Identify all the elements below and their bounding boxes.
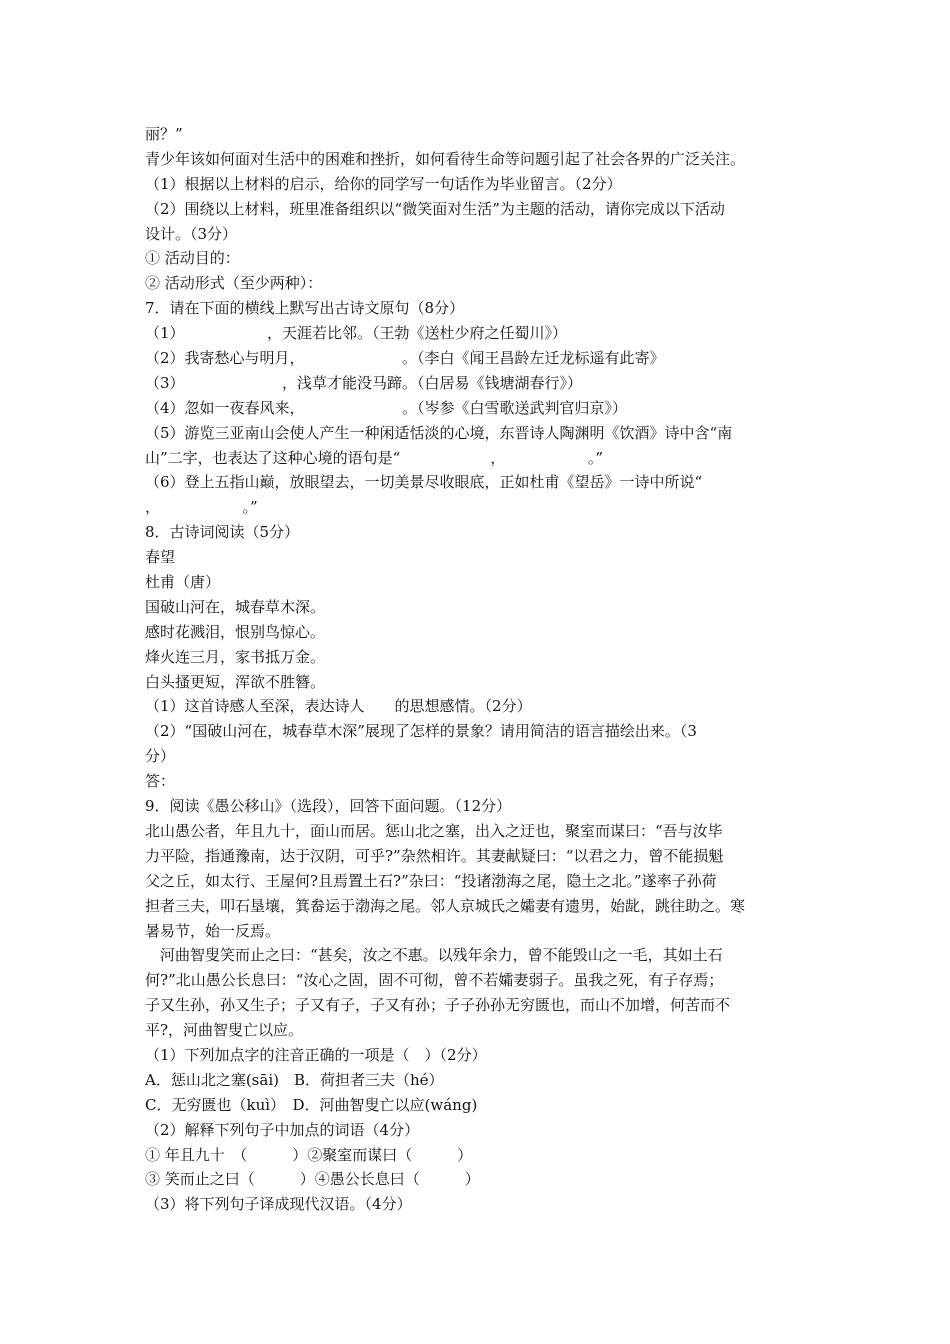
- text-line: （4）忽如一夜春风来， 。（岑参《白雪歌送武判官归京》）: [145, 398, 628, 417]
- text-line: （2）“国破山河在，城春草木深”展现了怎样的景象？请用简洁的语言描绘出来。（3: [145, 722, 697, 741]
- text-line: （1）根据以上材料的启示，给你的同学写一句话作为毕业留言。（2分）: [145, 174, 622, 193]
- option-line: C．无穷匮也（kuì） D．河曲智叟亡以应(wáng): [145, 1095, 478, 1114]
- poem-line: 国破山河在，城春草木深。: [145, 597, 326, 616]
- poem-line: 白头搔更短，浑欲不胜簪。: [145, 672, 326, 691]
- passage-line: 何?”北山愚公长息曰：“汝心之固，固不可彻，曾不若孀妻弱子。虽我之死，有子存焉；: [145, 971, 724, 990]
- text-line: （6）登上五指山巅，放眼望去，一切美景尽收眼底，正如杜甫《望岳》一诗中所说“: [145, 473, 703, 492]
- text-line: 山”二字，也表达了这种心境的语句是“ ， 。”: [145, 448, 604, 467]
- question-heading: 8．古诗词阅读（5分）: [145, 523, 300, 542]
- text-line: ， 。”: [145, 498, 258, 517]
- passage-line: 担者三夫，叩石垦壤，箕畚运于渤海之尾。邻人京城氏之孀妻有遗男，始龀，跳往助之。寒: [145, 896, 746, 915]
- document-page: [145, 122, 810, 1217]
- text-line: （1）下列加点字的注音正确的一项是（ ）（2分）: [145, 1045, 487, 1064]
- text-line: 青少年该如何面对生活中的困难和挫折，如何看待生命等问题引起了社会各界的广泛关注。: [145, 149, 746, 168]
- text-line: 分）: [145, 747, 176, 766]
- passage-line: 子又生孙，孙又生子；子又有子，子又有孙；子子孙孙无穷匮也，而山不加增，何苦而不: [145, 996, 731, 1015]
- text-line: ② 活动形式（至少两种）：: [145, 274, 323, 293]
- text-line: （1）这首诗感人至深，表达诗人 的思想感情。（2分）: [145, 697, 532, 716]
- text-line: （3）将下列句子译成现代汉语。（4分）: [145, 1195, 412, 1214]
- poem-line: 烽火连三月，家书抵万金。: [145, 647, 326, 666]
- text-line: 设计。（3分）: [145, 224, 238, 243]
- text-line: （2）解释下列句子中加点的词语（4分）: [145, 1120, 420, 1139]
- question-heading: 7．请在下面的横线上默写出古诗文原句（8分）: [145, 299, 465, 318]
- text-line: （1） ，天涯若比邻。（王勃《送杜少府之任蜀川》）: [145, 324, 568, 343]
- passage-line: 平?，河曲智叟亡以应。: [145, 1021, 304, 1040]
- poem-line: 感时花溅泪，恨别鸟惊心。: [145, 622, 326, 641]
- text-line: （2）我寄愁心与明月， 。（李白《闻王昌龄左迁龙标遥有此寄》: [145, 349, 665, 368]
- passage-line: 力平险，指通豫南，达于汉阴，可乎?”杂然相许。其妻献疑曰：“以君之力，曾不能损魁: [145, 846, 724, 865]
- passage-line: 北山愚公者，年且九十，面山而居。惩山北之塞，出入之迂也，聚室而谋曰：“吾与汝毕: [145, 821, 723, 840]
- poem-title: 春望: [145, 548, 176, 567]
- passage-line: 河曲智叟笑而止之曰：“甚矣，汝之不惠。以残年余力，曾不能毁山之一毛，其如土石: [145, 946, 723, 965]
- text-line: ③ 笑而止之曰（ ）④愚公长息曰（ ）: [145, 1170, 480, 1189]
- text-line: （2）围绕以上材料，班里准备组织以“微笑面对生活”为主题的活动，请你完成以下活动: [145, 199, 725, 218]
- text-line: （3） ，浅草才能没马蹄。（白居易《钱塘湖春行》）: [145, 373, 583, 392]
- option-line: A．惩山北之塞(sāi) B．荷担者三夫（hé）: [145, 1070, 444, 1089]
- question-heading: 9．阅读《愚公移山》（选段），回答下面问题。（12分）: [145, 797, 512, 816]
- text-line: 答：: [145, 772, 176, 791]
- text-line: ① 年且九十 （ ）②聚室而谋曰（ ）: [145, 1145, 473, 1164]
- passage-line: 暑易节，始一反焉。: [145, 921, 281, 940]
- passage-line: 父之丘，如太行、王屋何?且焉置土石?”杂曰：“投诸渤海之尾，隐土之北。”遂率子孙荷: [145, 871, 717, 890]
- text-line: ① 活动目的：: [145, 249, 240, 268]
- text-line: 丽？”: [145, 125, 183, 143]
- poem-author: 杜甫（唐）: [145, 573, 221, 592]
- text-line: （5）游览三亚南山会使人产生一种闲适恬淡的心境，东晋诗人陶渊明《饮酒》诗中含“南: [145, 423, 733, 442]
